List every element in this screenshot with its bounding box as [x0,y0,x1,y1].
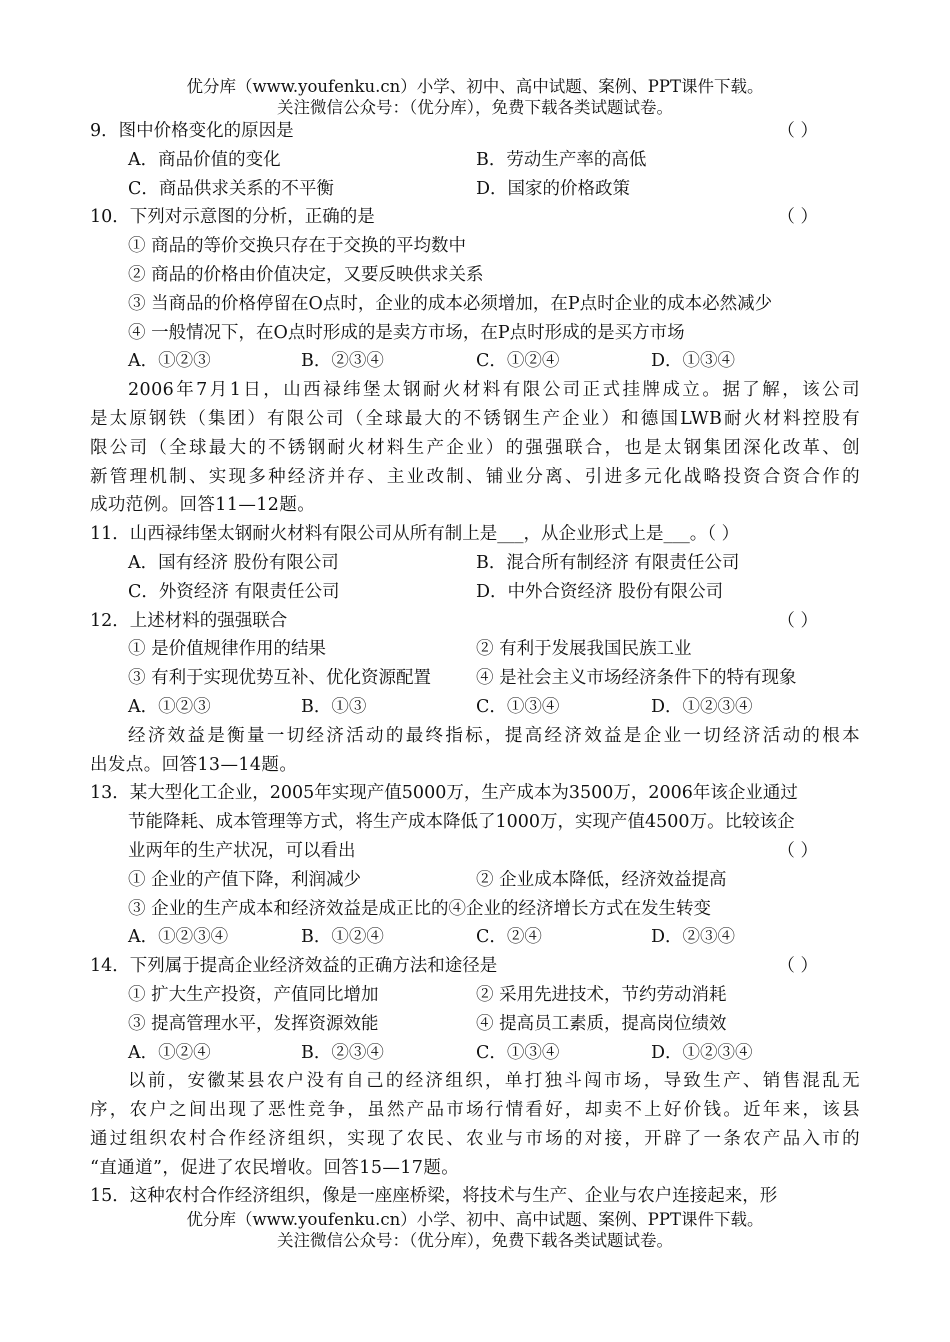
passage-line: 是太原钢铁（集团）有限公司（全球最大的不锈钢生产企业）和德国LWB耐火材料控股有 [90,408,860,429]
passage-line: 通过组织农村合作经济组织，实现了农民、农业与市场的对接，开辟了一条农产品入市的 [90,1128,860,1149]
answer-blank: （ ） [777,956,818,977]
option-c: C．②④ [476,927,542,948]
statement-1: ① 是价值规律作用的结果 [128,639,327,660]
option-a: A．①②④ [128,1042,211,1063]
page-header [0,76,950,118]
question-12-text: 12．上述材料的强强联合 [90,610,288,631]
option-b: B．①②④ [301,927,384,948]
statement-4: ④ 提高员工素质，提高岗位绩效 [476,1013,727,1034]
answer-blank: （ ） [777,207,818,228]
question-13-options [90,923,860,952]
option-a: A．①②③④ [128,927,229,948]
passage-1 [90,376,860,520]
header-line-1: 优分库（www.youfenku.cn）小学、初中、高中试题、案例、PPT课件下载。 [186,77,764,96]
question-14-statements-12 [90,981,860,1010]
option-b: B．②③④ [301,351,384,372]
statement-2: ② 有利于发展我国民族工业 [476,639,692,660]
question-12-options [90,693,860,722]
option-d: D．②③④ [651,927,736,948]
option-a: A．①②③ [128,696,211,717]
exam-content [90,117,860,1211]
option-a: A．①②③ [128,351,211,372]
question-12-statements-12 [90,635,860,664]
passage-line: 以前，安徽某县农户没有自己的经济组织，单打独斗闯市场，导致生产、销售混乱无 [128,1071,860,1092]
question-15-stem: 15．这种农村合作经济组织，像是一座座桥梁，将技术与生产、企业与农户连接起来，形 [90,1186,778,1207]
option-a: A．国有经济 股份有限公司 [128,552,339,573]
question-13-statements-34: ③ 企业的生产成本和经济效益是成正比的④企业的经济增长方式在发生转变 [128,898,712,919]
passage-line: 限公司（全球最大的不锈钢耐火材料生产企业）的强强联合，也是太钢集团深化改革、创 [90,437,860,458]
question-9-options-ab [90,146,860,175]
statement-3: ③ 当商品的价格停留在O点时，企业的成本必须增加，在P点时企业的成本必然减少 [128,293,773,314]
option-b: B．混合所有制经济 有限责任公司 [476,552,740,573]
option-d: D．中外合资经济 股份有限公司 [476,581,724,602]
statement-2: ② 商品的价格由价值决定，又要反映供求关系 [128,264,484,285]
passage-line: 2006年7月1日，山西禄纬堡太钢耐火材料有限公司正式挂牌成立。据了解，该公司 [128,380,860,401]
question-14-statements-34 [90,1010,860,1039]
question-13-statements-12 [90,866,860,895]
option-b: B．②③④ [301,1042,384,1063]
passage-line: 序，农户之间出现了恶性竞争，虽然产品市场行情看好，却卖不上好价钱。近年来，该县 [90,1100,860,1121]
statement-4: ④ 是社会主义市场经济条件下的特有现象 [476,668,797,689]
question-11-options-ab [90,549,860,578]
option-c: C．①②④ [476,351,560,372]
question-9-stem [90,117,860,146]
question-13-stem-2: 节能降耗、成本管理等方式，将生产成本降低了1000万，实现产值4500万。比较该企 [128,812,795,833]
statement-2: ② 企业成本降低，经济效益提高 [476,869,727,890]
answer-blank: （ ） [777,610,818,631]
option-d: D．国家的价格政策 [476,178,631,199]
option-c: C．①③④ [476,1042,560,1063]
question-10-options [90,347,860,376]
passage-line: 新管理机制、实现多种经济并存、主业改制、铺业分离、引进多元化战略投资合资合作的 [90,466,860,487]
statement-4: ④ 一般情况下，在O点时形成的是卖方市场，在P点时形成的是买方市场 [128,322,685,343]
header-line-2: 关注微信公众号：（优分库），免费下载各类试题试卷。 [277,98,673,117]
question-13-text: 业两年的生产状况，可以看出 [128,840,356,861]
passage-line: “直通道”，促进了农民增收。回答15—17题。 [90,1157,460,1178]
answer-blank: （ ） [777,840,818,861]
option-b: B．①③ [301,696,367,717]
question-13-stem-1: 13．某大型化工企业，2005年实现产值5000万，生产成本为3500万，2006年该企业通过 [90,783,798,804]
option-c: C．①③④ [476,696,560,717]
question-10-text: 10．下列对示意图的分析，正确的是 [90,207,375,228]
page-footer [0,1209,950,1251]
statement-1: ① 扩大生产投资，产值同比增加 [128,984,379,1005]
passage-2 [90,722,860,780]
option-d: D．①③④ [651,351,736,372]
footer-line-1: 优分库（www.youfenku.cn）小学、初中、高中试题、案例、PPT课件下载。 [186,1210,764,1229]
question-13-stem-3 [90,837,860,866]
option-d: D．①②③④ [651,1042,753,1063]
passage-line: 出发点。回答13—14题。 [90,754,298,775]
statement-2: ② 采用先进技术，节约劳动消耗 [476,984,727,1005]
statement-1: ① 商品的等价交换只存在于交换的平均数中 [128,236,467,257]
question-14-stem [90,952,860,981]
question-9-text: 9．图中价格变化的原因是 [90,121,294,141]
option-a: A．商品价值的变化 [128,149,281,170]
option-b: B．劳动生产率的高低 [476,149,647,170]
question-14-options [90,1039,860,1068]
answer-blank: （ ） [777,121,818,141]
option-c: C．商品供求关系的不平衡 [128,178,334,199]
question-9-options-cd [90,175,860,204]
option-d: D．①②③④ [651,696,753,717]
question-12-stem [90,607,860,636]
option-c: C．外资经济 有限责任公司 [128,581,340,602]
passage-3 [90,1067,860,1182]
statement-1: ① 企业的产值下降，利润减少 [128,869,362,890]
question-11-stem: 11．山西禄纬堡太钢耐火材料有限公司从所有制上是___，从企业形式上是___。（ ） [90,524,740,545]
passage-line: 经济效益是衡量一切经济活动的最终指标，提高经济效益是企业一切经济活动的根本 [128,725,860,746]
question-11-options-cd [90,578,860,607]
statement-3: ③ 提高管理水平，发挥资源效能 [128,1013,379,1034]
question-12-statements-34 [90,664,860,693]
footer-line-2: 关注微信公众号：（优分库），免费下载各类试题试卷。 [277,1231,673,1250]
question-14-text: 14．下列属于提高企业经济效益的正确方法和途径是 [90,956,498,977]
statement-3: ③ 有利于实现优势互补、优化资源配置 [128,668,432,689]
question-10-stem [90,203,860,232]
passage-line: 成功范例。回答11—12题。 [90,495,316,516]
